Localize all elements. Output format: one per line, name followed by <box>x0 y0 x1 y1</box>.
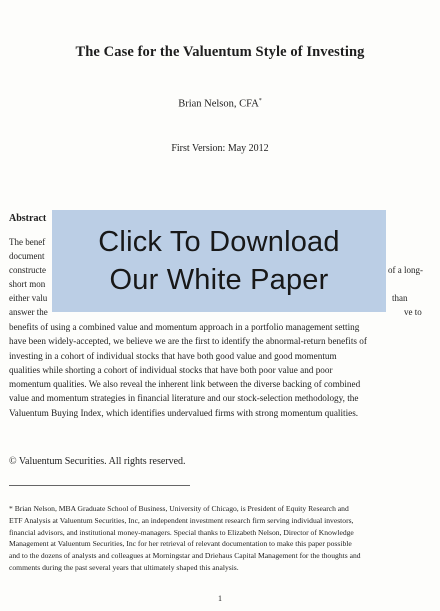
abstract-line: qualities while shorting a cohort of individual stocks that have both poor value and poor <box>9 364 333 375</box>
abstract-line: have been widely-accepted, we believe we are the first to identify the abnormal-return benefits of <box>9 336 367 347</box>
author-line <box>0 98 440 110</box>
abstract-line: momentum qualities. We also reveal the inherent link between the diverse backing of combined <box>9 379 361 390</box>
abstract-body <box>9 320 427 420</box>
footnote-line: and to the dozens of analysts and colleagues at Morningstar and Driehaus Capital Management for the thoughts and <box>9 551 361 561</box>
abstract-line: value and momentum strategies in financial literature and our stock-selection methodology, the <box>9 393 359 404</box>
footnote-divider <box>9 485 190 486</box>
abstract-fragment: answer the <box>9 307 48 317</box>
footnote-line: comments during the past several years that ultimately shaped this analysis. <box>9 562 239 572</box>
footnote-line: Management at Valuentum Securities, Inc for her retrieval of relevant documentation to make this paper possible <box>9 539 352 549</box>
abstract-fragment: of a long- <box>388 265 423 275</box>
copyright-notice: © Valuentum Securities. All rights reserved. <box>9 456 186 467</box>
author-footnote-mark: * <box>258 98 262 104</box>
download-button-line-1: Click To Download <box>98 226 340 258</box>
footnote-line: ETF Analysis at Valuentum Securities, Inc, an independent investment research firm serving individual investors, <box>9 515 354 525</box>
abstract-heading: Abstract <box>9 213 47 224</box>
footnote-line: financial advisors, and institutional money-managers. Special thanks to Elizabeth Nelson, Director of Knowledge <box>9 527 354 537</box>
abstract-fragment: ve to <box>404 307 422 317</box>
page-number: 1 <box>218 594 222 603</box>
footnote-line: * Brian Nelson, MBA Graduate School of Business, University of Chicago, is President of Equity Research and <box>9 504 349 513</box>
abstract-fragment: than <box>392 293 408 303</box>
download-white-paper-button[interactable] <box>52 210 386 312</box>
version-line: First Version: May 2012 <box>171 143 269 154</box>
abstract-fragment: document <box>9 251 45 261</box>
abstract-fragment: constructe <box>9 265 46 275</box>
abstract-fragment: The benef <box>9 237 46 247</box>
paper-title: The Case for the Valuentum Style of Investing <box>75 44 365 60</box>
author-name: Brian Nelson, CFA <box>178 98 259 110</box>
author-footnote <box>9 503 429 574</box>
abstract-line: investing in a cohort of individual stocks that have both good value and good momentum <box>9 350 337 361</box>
download-button-line-2: Our White Paper <box>109 264 329 296</box>
abstract-line: benefits of using a combined value and momentum approach in a portfolio management setting <box>9 322 360 332</box>
abstract-fragment: either valu <box>9 293 48 303</box>
abstract-line: Valuentum Buying Index, which identifies undervalued firms with strong momentum qualities. <box>9 407 359 418</box>
abstract-fragment: short mon <box>9 279 46 289</box>
